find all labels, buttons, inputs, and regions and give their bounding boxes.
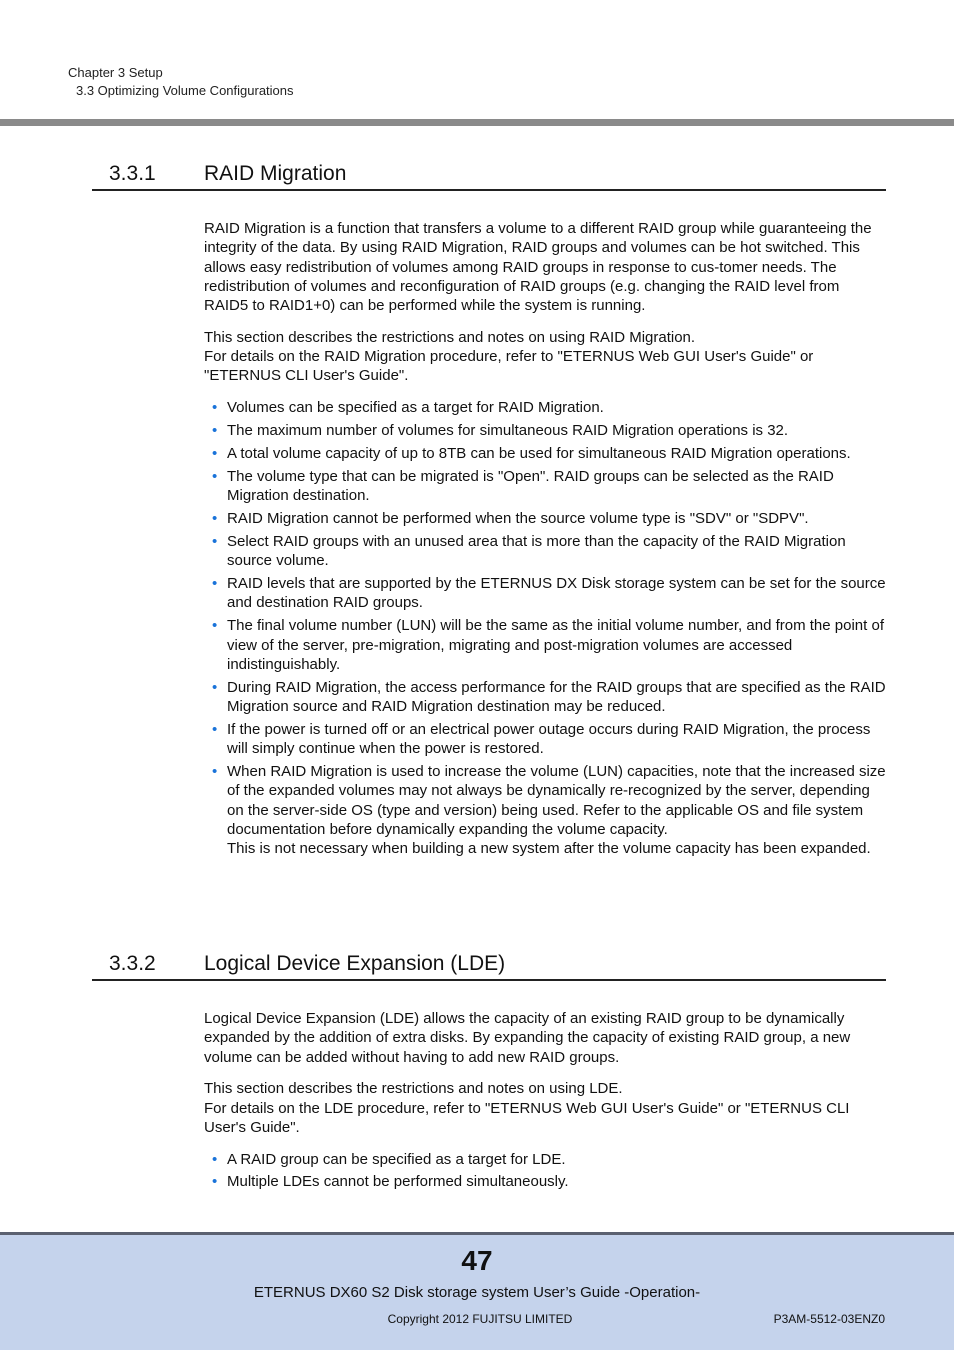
copyright-notice: Copyright 2012 FUJITSU LIMITED: [387, 1312, 573, 1326]
bullet-icon: •: [212, 444, 218, 462]
bullet-icon: •: [212, 763, 218, 781]
bullet-icon: •: [212, 720, 218, 738]
document-id: P3AM-5512-03ENZ0: [773, 1312, 885, 1326]
list-item: • A total volume capacity of up to 8TB can be used for simultaneous RAID Migration operations.: [212, 444, 851, 462]
bullet-icon: •: [212, 575, 218, 593]
bullet-list: [204, 398, 886, 858]
list-item: • RAID levels that are supported by the ETERNUS DX Disk storage system can be set for the source and destination RAID groups.: [212, 575, 886, 612]
paragraph: Logical Device Expansion (LDE) allows the capacity of an existing RAID group to be dynamically expanded by the addition of extra disks. By expanding the capacity of existing RAID group, a new volume can be added without having to add new RAID groups.: [204, 1010, 851, 1066]
bullet-icon: •: [212, 532, 218, 550]
paragraph: This section describes the restrictions and notes on using RAID Migration. For details on the RAID Migration procedure, refer to "ETERNUS Web GUI User's Guide" or "ETERNUS CLI User's Guide".: [204, 328, 814, 385]
bullet-icon: •: [212, 1173, 218, 1191]
header-rule: [0, 119, 954, 126]
bullet-icon: •: [212, 422, 218, 440]
header-section: 3.3 Optimizing Volume Configurations: [76, 83, 294, 98]
section-number: 3.3.1: [109, 162, 156, 185]
list-item: • The maximum number of volumes for simultaneous RAID Migration operations is 32.: [212, 422, 789, 440]
list-item: • During RAID Migration, the access performance for the RAID groups that are specified as the RAID Migration source and RAID Migration destination may be reduced.: [212, 678, 886, 716]
bullet-icon: •: [212, 617, 218, 635]
bullet-icon: •: [212, 1150, 218, 1168]
paragraph: RAID Migration is a function that transfers a volume to a different RAID group while guaranteeing the integrity of the data. By using RAID Migration, RAID groups and volumes can be hot switched. This allows easy redistribution of volumes among RAID groups in response to cus-tomer needs. The redistribution of volumes and reconfiguration of RAID groups (e.g. changing the RAID level from RAID5 to RAID1+0) can be performed while the system is running.: [204, 220, 872, 315]
section-number: 3.3.2: [109, 952, 156, 975]
section-body-lde: [204, 1009, 886, 1195]
bullet-icon: •: [212, 467, 218, 485]
running-header: [68, 64, 294, 100]
list-item: • RAID Migration cannot be performed when the source volume type is "SDV" or "SDPV".: [212, 510, 809, 528]
list-item: • If the power is turned off or an electrical power outage occurs during RAID Migration, the process will simply continue when the power is restored.: [212, 720, 871, 758]
document-title: ETERNUS DX60 S2 Disk storage system User’s Guide -Operation-: [253, 1284, 701, 1301]
list-item: • When RAID Migration is used to increase the volume (LUN) capacities, note that the increased size of the expanded volumes may not always be dynamically re-recognized by the server, depending on the server-side OS (type and version) being used. Refer to the applicable OS and file system documentation before dynamically expanding the volume capacity. This is not necessary when building a new system after the volume capacity has been expanded.: [212, 763, 886, 858]
page-number: 47: [461, 1245, 493, 1276]
header-chapter: Chapter 3 Setup: [68, 65, 163, 80]
bullet-list: [204, 1150, 886, 1192]
section-title: Logical Device Expansion (LDE): [204, 952, 506, 975]
list-item: • A RAID group can be specified as a target for LDE.: [212, 1150, 566, 1168]
paragraph: This section describes the restrictions and notes on using LDE. For details on the LDE procedure, refer to "ETERNUS Web GUI User's Guide" or "ETERNUS CLI User's Guide".: [204, 1080, 850, 1136]
section-body-raid-migration: [204, 219, 886, 862]
section-heading-lde: [92, 950, 886, 981]
list-item: • Multiple LDEs cannot be performed simultaneously.: [212, 1173, 569, 1191]
section-title: RAID Migration: [204, 162, 347, 185]
list-item: • The final volume number (LUN) will be the same as the initial volume number, and from the point of view of the server, pre-migration, migrating and post-migration volumes are accessed indistinguishably.: [212, 617, 884, 673]
bullet-icon: •: [212, 678, 218, 696]
list-item: • Volumes can be specified as a target for RAID Migration.: [212, 399, 604, 417]
bullet-icon: •: [212, 399, 218, 417]
list-item: • Select RAID groups with an unused area that is more than the capacity of the RAID Migration source volume.: [212, 532, 846, 570]
bullet-icon: •: [212, 510, 218, 528]
list-item: • The volume type that can be migrated is "Open". RAID groups can be selected as the RAID Migration destination.: [212, 467, 834, 505]
page-footer: [0, 1232, 954, 1350]
section-heading-raid-migration: [92, 160, 886, 191]
